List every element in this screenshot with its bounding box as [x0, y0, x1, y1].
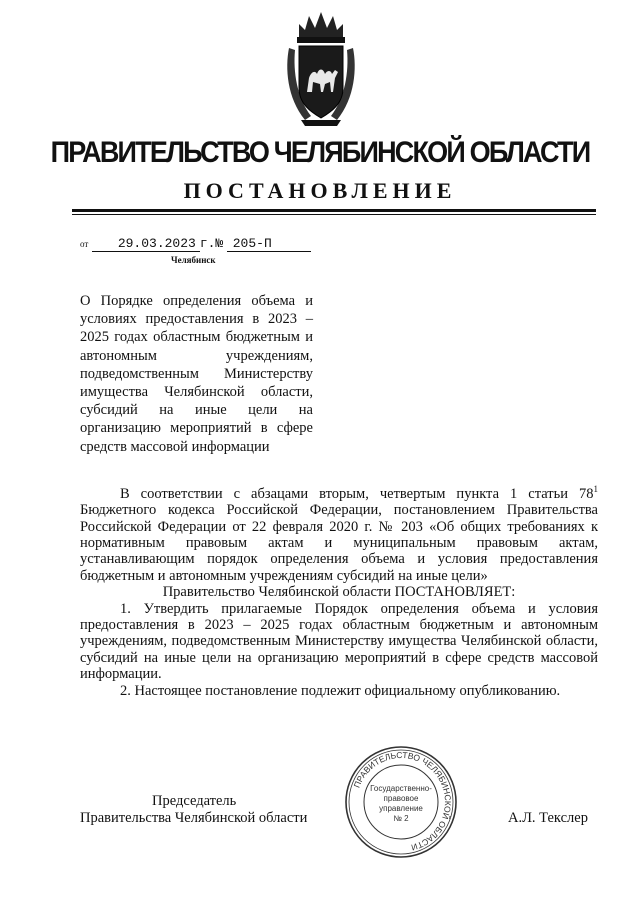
header-rule-thin — [72, 214, 596, 215]
stamp-ring-text: ПРАВИТЕЛЬСТВО ЧЕЛЯБИНСКОЙ ОБЛАСТИ — [351, 749, 454, 853]
document-body — [80, 481, 598, 699]
body-paragraph-item-1: 1. Утвердить прилагаемые Порядок определения объема и условия предоставления в 2023 – 2025 годах областным бюджетным и автономным учреждениям, подведомственным Министерству имущества Челябинской области, субсидий на иные цели на организацию мероприятий в сфере средств массовой информации. — [80, 600, 598, 683]
signatory-position-line-2: Правительства Челябинской области — [80, 810, 308, 826]
document-type: ПОСТАНОВЛЕНИЕ — [183, 178, 457, 203]
stamp-line-4: № 2 — [393, 814, 409, 823]
stamp-line-1: Государственно- — [370, 784, 432, 793]
city-label: Челябинск — [171, 255, 216, 265]
official-stamp — [336, 745, 466, 860]
year-number-label: г.№ — [199, 236, 224, 251]
date-number-row — [80, 236, 311, 252]
signatory-position — [80, 793, 320, 827]
from-label: от — [80, 239, 89, 249]
signatory-position-line-1: Председатель — [152, 793, 237, 809]
stamp-line-2: правовое — [383, 794, 419, 803]
resolves-line: Правительство Челябинской области ПОСТАНОВЛЯЕТ: — [162, 584, 516, 601]
document-subject: О Порядке определения объема и условиях предоставления в 2023 – 2025 годах областным бюджетным и автономным учреждениям, подведомственным Министерству имущества Челябинской области, субсидий на иные цели на организацию мероприятий в сфере средств массовой информации — [80, 293, 313, 455]
body-paragraph-1 — [80, 481, 598, 584]
government-title: ПРАВИТЕЛЬСТВО ЧЕЛЯБИНСКОЙ ОБЛАСТИ — [50, 136, 590, 169]
body-paragraph-1-part-1: В соответствии с абзацами вторым, четвертым пункта 1 статьи 78 — [120, 485, 594, 502]
body-paragraph-1-part-2: Бюджетного кодекса Российской Федерации, постановлением Правительства Российской Федерации от 22 февраля 2020 г. № 203 «Об общих требованиях к нормативным правовым актам и муниципальным правовым актам, устанавливающим порядок определения объема и условия предоставления бюджетным и автономным учреждениям субсидий на иные цели» — [80, 502, 598, 584]
coat-of-arms-emblem — [285, 8, 357, 130]
document-date: 29.03.2023 — [92, 236, 200, 252]
document-number: 205-П — [227, 236, 311, 252]
article-superscript: 1 — [593, 484, 598, 494]
header-rule-thick — [72, 209, 596, 212]
signatory-name: А.Л. Текслер — [508, 810, 588, 826]
body-paragraph-item-2: 2. Настоящее постановление подлежит официальному опубликованию. — [120, 682, 561, 699]
stamp-line-3: управление — [379, 804, 423, 813]
